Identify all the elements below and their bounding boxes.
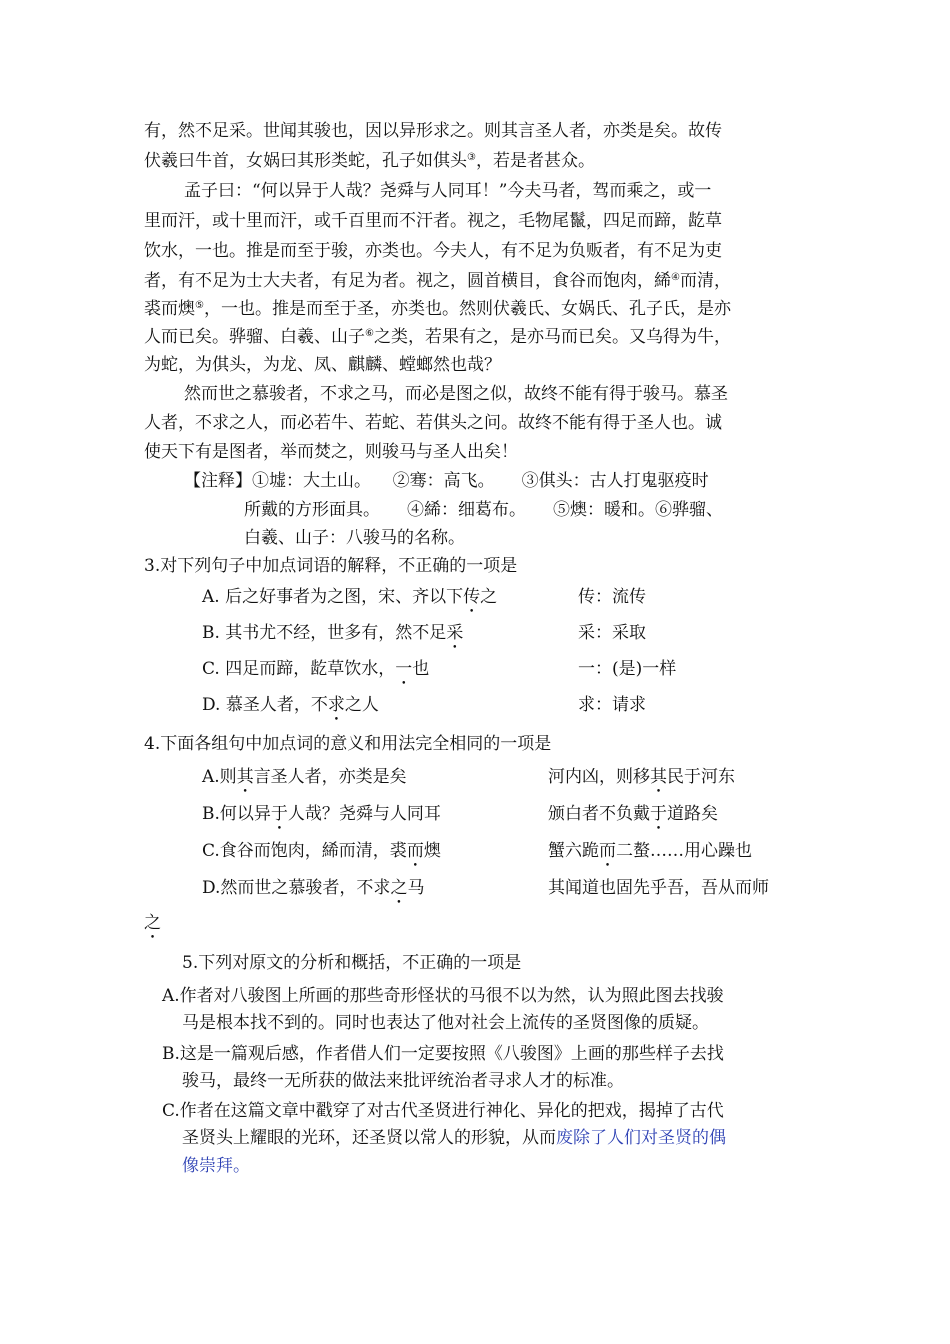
notes-line-2: 所戴的方形面具。 ④絺：细葛布。 ⑤燠：暖和。⑥骅骝、 bbox=[244, 500, 724, 520]
passage-line-11: 人者，不求之人，而必若牛、若蛇、若倛头之问。故终不能有得于圣人也。诚 bbox=[144, 413, 722, 433]
highlighted-text: 废除了人们对圣贤的偶 bbox=[556, 1128, 726, 1148]
q5-option-c-line-2: 圣贤头上耀眼的光环，还圣贤以常人的形貌，从而废除了人们对圣贤的偶 bbox=[182, 1128, 726, 1148]
q4-option-c: C.食谷而饱肉，絺而清，裘而燠 bbox=[202, 841, 441, 861]
footnote-ref: ⑥ bbox=[365, 328, 374, 339]
q3-option-b: B. 其书尤不经，世多有，然不足采 bbox=[202, 623, 464, 643]
q5-option-a-line-2: 马是根本找不到的。同时也表达了他对社会上流传的圣贤图像的质疑。 bbox=[182, 1013, 709, 1033]
footnote-ref: ⑤ bbox=[195, 300, 204, 311]
passage-line-4: 里而汗，或十里而汗，或千百里而不汗者。视之，毛物尾鬣，四足而蹄，龁草 bbox=[144, 211, 722, 231]
q4-stem: 4.下面各组句中加点词的意义和用法完全相同的一项是 bbox=[144, 734, 552, 754]
q3-option-d: D. 慕圣人者，不求之人 bbox=[202, 695, 379, 715]
passage-line-8: 人而已矣。骅骝、白羲、山子⑥之类，若果有之，是亦马而已矣。又乌得为牛， bbox=[144, 327, 731, 347]
passage-line-3: 孟子曰：“何以异于人哉？尧舜与人同耳！”今夫马者，驾而乘之，或一 bbox=[184, 181, 712, 201]
q4-option-a-compare: 河内凶，则移其民于河东 bbox=[548, 767, 735, 787]
passage-line-10: 然而世之慕骏者，不求之马，而必是图之似，故终不能有得于骏马。慕圣 bbox=[184, 384, 728, 404]
q4-option-a: A.则其言圣人者，亦类是矣 bbox=[202, 767, 407, 787]
passage-line-1: 有，然不足采。世闻其骏也，因以异形求之。则其言圣人者，亦类是矣。故传 bbox=[144, 121, 722, 141]
q3-option-d-answer: 求：请求 bbox=[578, 695, 646, 715]
passage-line-5: 饮水，一也。推是而至于骏，亦类也。今夫人，有不足为负贩者，有不足为吏 bbox=[144, 241, 722, 261]
q4-option-d-compare-wrap: 之 bbox=[144, 913, 161, 933]
q5-option-b-line-1: B.这是一篇观后感，作者借人们一定要按照《八骏图》上画的那些样子去找 bbox=[162, 1044, 724, 1064]
q4-option-d: D.然而世之慕骏者，不求之马 bbox=[202, 878, 425, 898]
q3-option-c-answer: 一：(是)一样 bbox=[578, 659, 677, 679]
q4-option-c-compare: 蟹六跪而二螯……用心躁也 bbox=[548, 841, 752, 861]
q5-option-c-line-3: 像崇拜。 bbox=[182, 1156, 250, 1176]
passage-line-9: 为蛇，为倛头，为龙、凤、麒麟、螳螂然也哉？ bbox=[144, 355, 501, 375]
q3-option-a-answer: 传：流传 bbox=[578, 587, 646, 607]
footnote-ref: ④ bbox=[671, 272, 680, 283]
q3-option-a: A. 后之好事者为之图，宋、齐以下传之 bbox=[202, 587, 498, 607]
passage-line-7: 裘而燠⑤，一也。推是而至于圣，亦类也。然则伏羲氏、女娲氏、孔子氏，是亦 bbox=[144, 299, 731, 319]
q5-option-c-line-1: C.作者在这篇文章中戳穿了对古代圣贤进行神化、异化的把戏，揭掉了古代 bbox=[162, 1101, 724, 1121]
q3-option-b-answer: 采：采取 bbox=[578, 623, 646, 643]
q5-option-b-line-2: 骏马，最终一无所获的做法来批评统治者寻求人才的标准。 bbox=[182, 1071, 624, 1091]
q4-option-b: B.何以异于人哉？尧舜与人同耳 bbox=[202, 804, 441, 824]
q5-option-a-line-1: A.作者对八骏图上所画的那些奇形怪状的马很不以为然，认为照此图去找骏 bbox=[162, 986, 724, 1006]
q3-stem: 3.对下列句子中加点词语的解释，不正确的一项是 bbox=[144, 556, 518, 576]
notes-line-3: 白羲、山子：八骏马的名称。 bbox=[244, 528, 465, 548]
q3-option-c: C. 四足而蹄，龁草饮水，一也 bbox=[202, 659, 430, 679]
notes-line-1: 【注释】①墟：大土山。 ②骞：高飞。 ③倛头：古人打鬼驱疫时 bbox=[184, 471, 709, 491]
q5-stem: 5.下列对原文的分析和概括，不正确的一项是 bbox=[182, 953, 522, 973]
passage-line-2: 伏羲曰牛首，女娲曰其形类蛇，孔子如倛头③，若是者甚众。 bbox=[144, 151, 595, 171]
passage-line-6: 者，有不足为士大夫者，有足为者。视之，圆首横目，食谷而饱肉，絺④而清， bbox=[144, 271, 731, 291]
q4-option-d-compare: 其闻道也固先乎吾，吾从而师 bbox=[548, 878, 769, 898]
footnote-ref: ③ bbox=[467, 152, 476, 163]
q4-option-b-compare: 颁白者不负戴于道路矣 bbox=[548, 804, 718, 824]
passage-line-12: 使天下有是图者，举而焚之，则骏马与圣人出矣！ bbox=[144, 442, 518, 462]
